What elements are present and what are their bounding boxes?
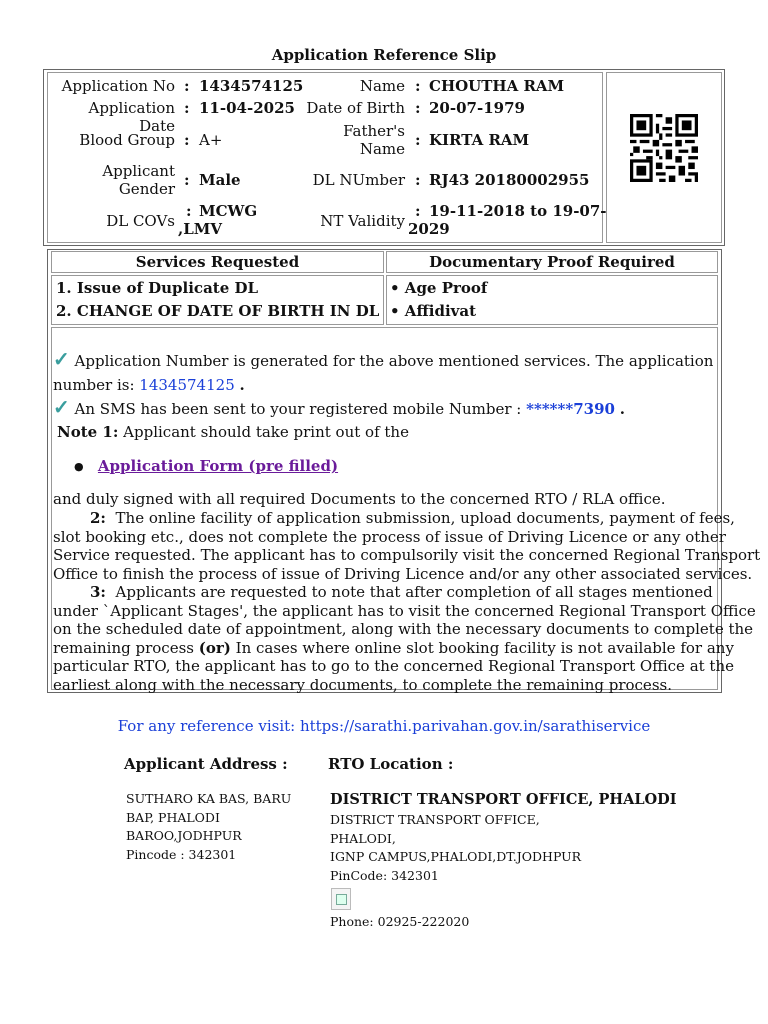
gender-label-line2: Gender — [118, 180, 175, 198]
check-icon: ✓ — [53, 347, 70, 371]
colon: : — [184, 131, 190, 149]
father-label-line1: Father's — [343, 122, 405, 140]
dl-number-label: DL NUmber — [312, 171, 405, 189]
note-text: Office to finish the process of issue of Driving Licence and/or any other associated services. — [53, 564, 753, 583]
rto-address-line: DISTRICT TRANSPORT OFFICE, — [330, 812, 540, 827]
colon: : — [184, 171, 190, 189]
notes-line-1 — [53, 347, 714, 371]
note-text: on the scheduled date of appointment, along with the necessary documents to complete the — [53, 620, 754, 638]
sms-text: An SMS has been sent to your registered mobile Number : — [74, 400, 522, 418]
applicant-address-label: Applicant Address : — [124, 755, 288, 773]
gender-label-line1: Applicant — [102, 162, 175, 180]
note2-paragraph — [53, 509, 761, 583]
bullet-icon: ● — [74, 460, 84, 473]
nt-validity-label: NT Validity — [320, 212, 405, 230]
note1-text: Applicant should take print out of the — [123, 423, 409, 441]
dl-covs-value-line2: ,LMV — [178, 220, 223, 238]
nt-validity-value-line1: 19-11-2018 to 19-07- — [429, 202, 607, 220]
note-text: The online facility of application submission, upload documents, payment of fees, — [115, 509, 735, 527]
qr-code — [630, 114, 698, 182]
colon: : — [415, 131, 421, 149]
broken-image-icon — [331, 888, 351, 910]
note3-label: 3: — [90, 583, 106, 601]
address-line: BAROO,JODHPUR — [126, 828, 242, 843]
father-name-value: KIRTA RAM — [429, 131, 530, 149]
sms-line: ✓ An SMS has been sent to your registered mobile Number : ******7390 . — [53, 395, 625, 419]
or-emphasis: (or) — [198, 638, 231, 657]
notes-line-2: number is: 1434574125 . — [53, 376, 245, 394]
app-no-label: Application No — [61, 77, 175, 95]
note-text: slot booking etc., does not complete the process of issue of Driving Licence or any other — [53, 527, 726, 546]
dl-covs-label: DL COVs — [106, 212, 175, 230]
colon: : — [186, 202, 192, 220]
after-link-line: and duly signed with all required Documents to the concerned RTO / RLA office. — [53, 490, 666, 508]
nt-validity-value-line2: 2029 — [408, 220, 450, 238]
dob-value: 20-07-1979 — [429, 99, 525, 117]
note3-paragraph — [53, 583, 756, 694]
blood-group-value: A+ — [199, 131, 223, 149]
father-label-line2: Name — [359, 140, 405, 158]
service-item-2: 2. CHANGE OF DATE OF BIRTH IN DL — [56, 302, 380, 320]
dl-number-value: RJ43 20180002955 — [429, 171, 590, 189]
rto-address — [330, 811, 581, 885]
page-title: Application Reference Slip — [271, 46, 497, 64]
rto-address-line: IGNP CAMPUS,PHALODI,DT.JODHPUR — [330, 849, 582, 864]
notes-text: number is: — [53, 376, 135, 394]
blood-group-label: Blood Group — [79, 131, 175, 149]
note-text: In cases where online slot booking facility is not available for any — [235, 638, 734, 657]
note-text: under `Applicant Stages', the applicant has to visit the concerned Regional Transport Office — [53, 601, 756, 620]
app-number-highlight: 1434574125 — [139, 376, 235, 394]
proof-header: Documentary Proof Required — [386, 251, 718, 273]
notes-text: Application Number is generated for the above mentioned services. The application — [74, 352, 714, 370]
address-line: BAP, PHALODI — [126, 809, 220, 825]
note-text: earliest along with the necessary documents, to complete the remaining process. — [53, 675, 672, 694]
rto-phone: Phone: 02925-222020 — [330, 914, 470, 929]
reference-link[interactable]: For any reference visit: https://sarathi.parivahan.gov.in/sarathiservice — [117, 717, 651, 735]
proof-item-1: • Age Proof — [390, 279, 488, 297]
name-label: Name — [359, 77, 405, 95]
note-text: Service requested. The applicant has to compulsorily visit the concerned Regional Transport — [53, 546, 761, 564]
address-pincode: Pincode : 342301 — [126, 846, 237, 862]
address-line: SUTHARO KA BAS, BARU — [126, 791, 292, 806]
note-text: particular RTO, the applicant has to go to the concerned Regional Transport Office at the — [53, 657, 734, 675]
note2-label: 2: — [90, 509, 106, 527]
note1-label: Note 1: — [57, 423, 119, 441]
colon: : — [415, 77, 421, 95]
note-text: remaining process — [53, 638, 194, 657]
dl-covs-value-line1: MCWG — [199, 202, 258, 220]
note1-line — [57, 423, 409, 442]
rto-name: DISTRICT TRANSPORT OFFICE, PHALODI — [330, 791, 677, 808]
check-icon: ✓ — [53, 395, 70, 419]
services-header: Services Requested — [51, 251, 384, 273]
rto-address-line: PHALODI, — [330, 830, 396, 846]
note-text: Applicants are requested to note that after completion of all stages mentioned — [115, 583, 713, 601]
rto-pincode: PinCode: 342301 — [330, 867, 439, 883]
app-date-value: 11-04-2025 — [199, 99, 295, 117]
application-form-link[interactable]: Application Form (pre filled) — [97, 457, 339, 475]
dob-label: Date of Birth — [306, 99, 405, 117]
colon: : — [184, 99, 190, 117]
colon: : — [415, 99, 421, 117]
app-date-label: Application Date — [88, 99, 175, 135]
form-link-line — [74, 457, 338, 478]
applicant-address — [126, 790, 291, 864]
gender-value: Male — [199, 171, 241, 189]
colon: : — [184, 77, 190, 95]
name-value: CHOUTHA RAM — [429, 77, 565, 95]
rto-location-label: RTO Location : — [328, 755, 454, 773]
colon: : — [415, 171, 421, 189]
proof-item-2: • Affidivat — [390, 302, 477, 320]
app-no-value: 1434574125 — [199, 77, 304, 95]
service-item-1: 1. Issue of Duplicate DL — [56, 279, 259, 297]
mobile-number: ******7390 — [526, 400, 615, 418]
colon: : — [415, 202, 421, 220]
